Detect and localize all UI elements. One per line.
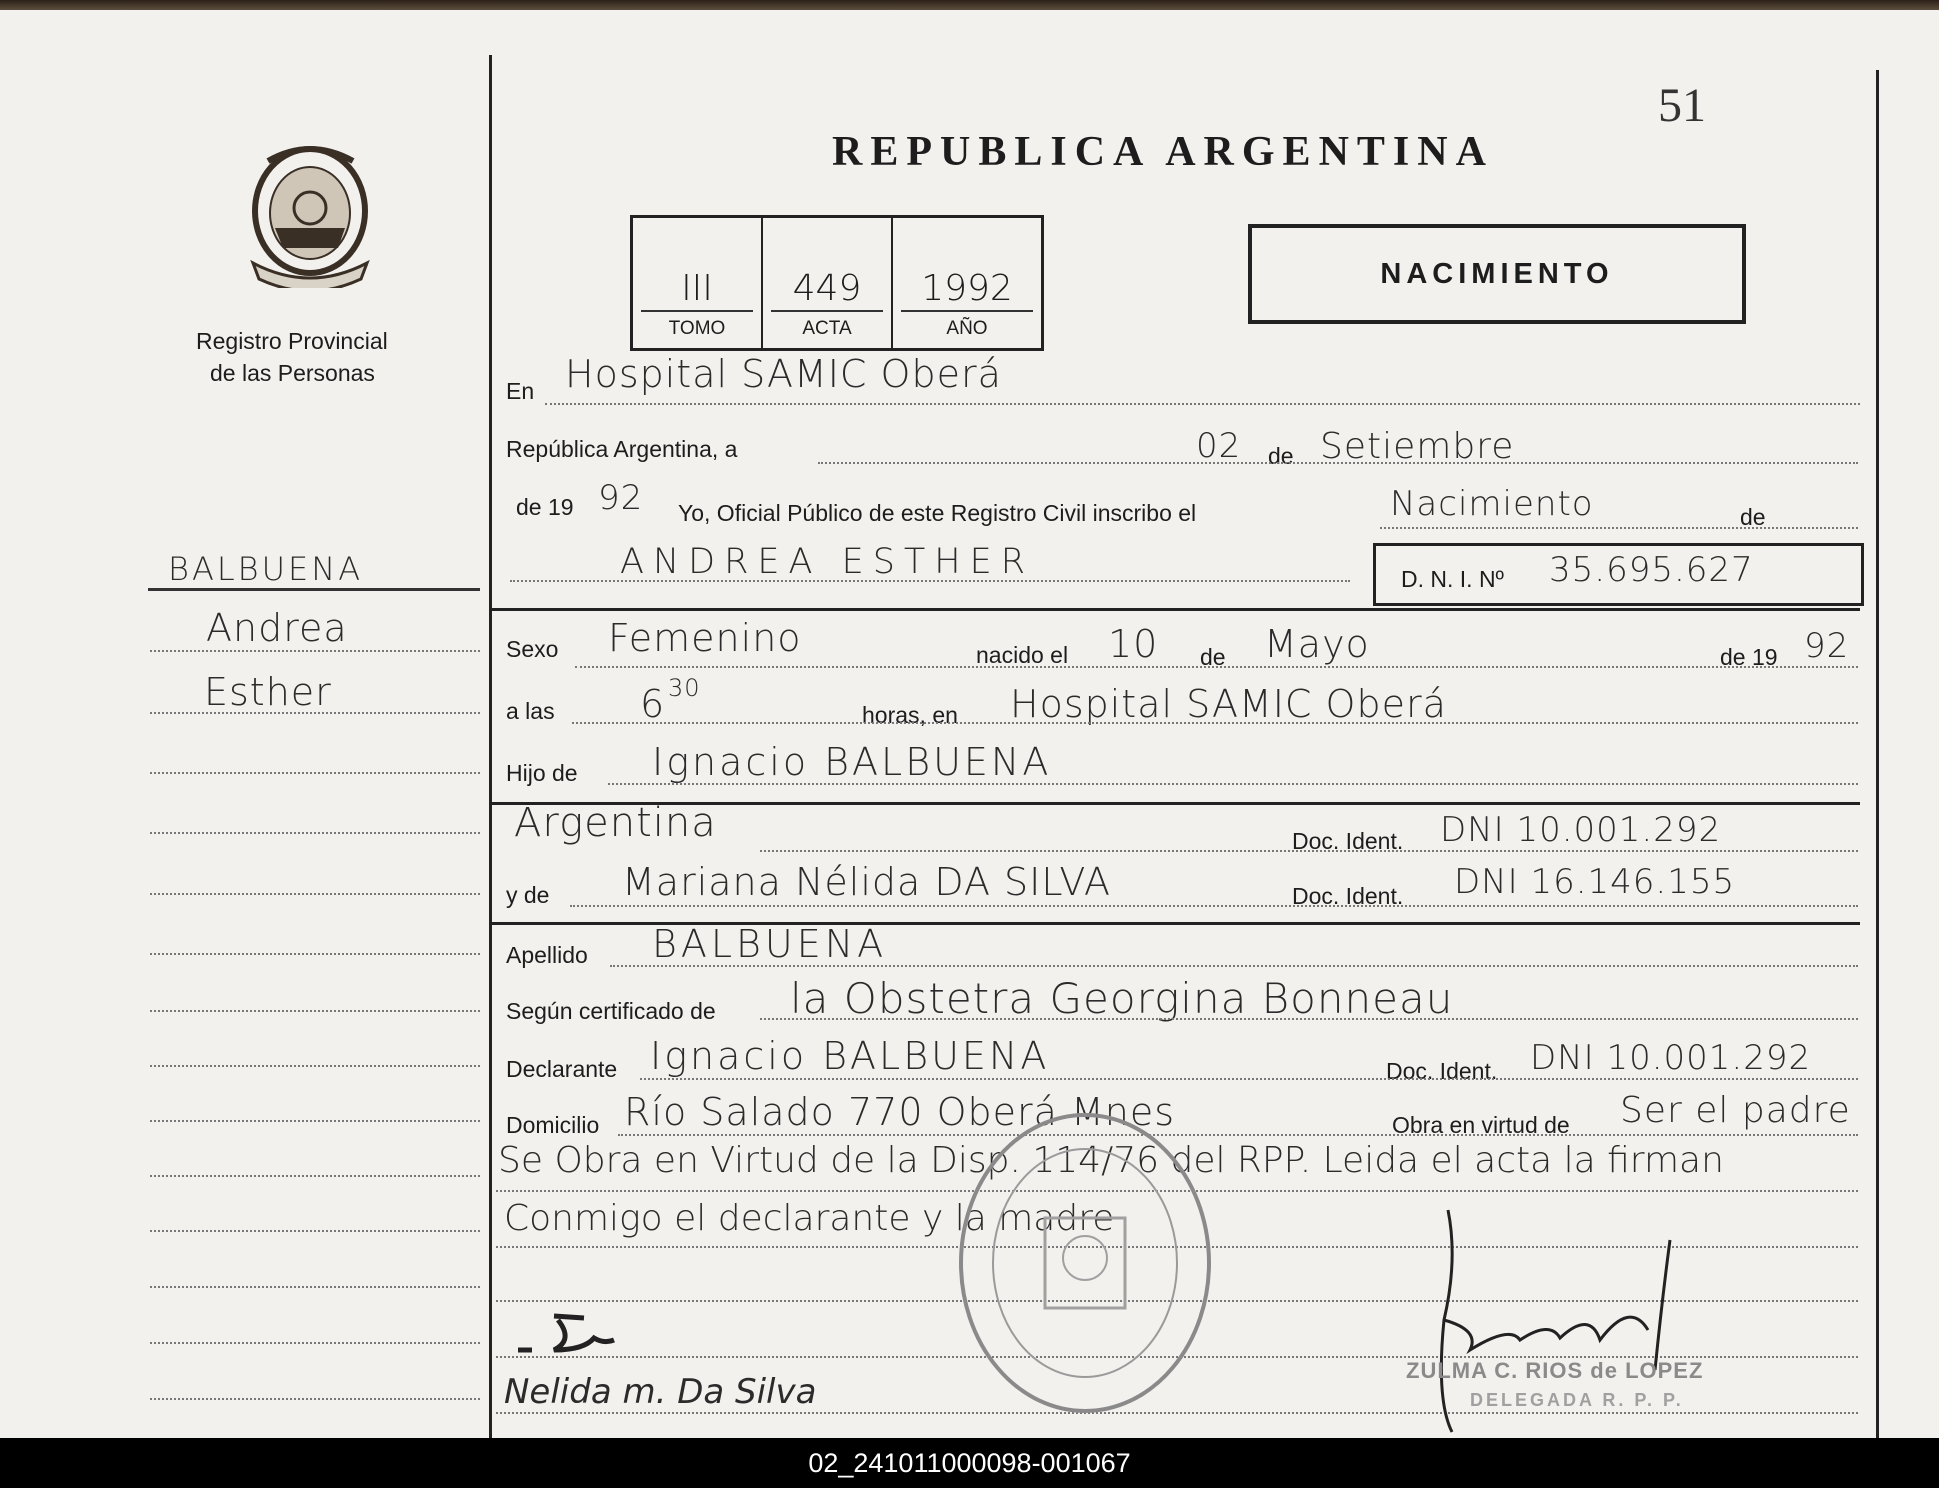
margin-surname-underline [148, 588, 480, 591]
officer-stamp-name: ZULMA C. RIOS de LOPEZ [1406, 1358, 1704, 1383]
sexo-label: Sexo [506, 636, 559, 662]
de19b-label: de 19 [1720, 644, 1778, 670]
month-value: Setiembre [1320, 426, 1515, 467]
line [545, 403, 1860, 405]
de-label: de [1268, 443, 1294, 469]
birth-month: Mayo [1264, 622, 1370, 666]
line [610, 965, 1858, 967]
line [608, 783, 1858, 785]
de-label: de [1740, 504, 1766, 530]
en-label: En [506, 378, 535, 404]
line [760, 850, 1858, 852]
margin-line [150, 1286, 480, 1288]
birth-place: Hospital SAMIC Oberá [1010, 682, 1447, 726]
tomo-value: III [681, 268, 713, 309]
de19-label: de 19 [516, 494, 574, 520]
acta-cell [763, 218, 893, 348]
margin-line [150, 1230, 480, 1232]
father-doc: DNI 10.001.292 [1440, 810, 1722, 850]
margin-line [150, 772, 480, 774]
line [570, 905, 1858, 907]
agency-name-line1: Registro Provincial [196, 328, 388, 354]
horas-en-label: horas, en [862, 702, 958, 728]
acta-label: ACTA [802, 318, 852, 339]
y-de-label: y de [506, 882, 550, 908]
line [618, 1134, 1858, 1136]
official-stamp-icon [955, 1108, 1215, 1418]
line [640, 1078, 1858, 1080]
father-name: Ignacio BALBUENA [652, 740, 1052, 784]
sexo-value: Femenino [608, 616, 802, 660]
line [818, 462, 1858, 464]
record-box [630, 215, 1044, 351]
birth-minutes: 30 [668, 674, 701, 702]
birth-day: 10 [1108, 622, 1159, 666]
section-rule [492, 608, 1860, 611]
obra-label: Obra en virtud de [1392, 1112, 1570, 1138]
mother-signature: Nelida m. Da Silva [504, 1372, 817, 1412]
margin-surname: BALBUENA [168, 550, 364, 588]
domicilio-value: Río Salado 770 Oberá Mnes [624, 1090, 1176, 1134]
ano-cell [893, 218, 1041, 348]
acta-value: 449 [792, 268, 862, 309]
note-line-1: Se Obra en Virtud de la Disp. 114/76 del RPP. Leida el acta la firman [498, 1140, 1724, 1181]
nacido-label: nacido el [976, 642, 1069, 668]
en-value: Hospital SAMIC Oberá [565, 352, 1002, 396]
a-las-label: a las [506, 698, 555, 724]
doc-ident-label: Doc. Ident. [1292, 828, 1404, 854]
domicilio-label: Domicilio [506, 1112, 600, 1138]
apellido-label: Apellido [506, 942, 588, 968]
margin-line [150, 650, 480, 652]
image-id-footer: 02_241011000098-001067 [0, 1438, 1939, 1488]
dni-value: 35.695.627 [1549, 550, 1754, 590]
initial-signature-icon [514, 1310, 644, 1360]
ano-label: AÑO [946, 318, 988, 339]
margin-line [150, 712, 480, 714]
line [575, 666, 1858, 668]
margin-line [150, 832, 480, 834]
line [1380, 527, 1858, 529]
tomo-label: TOMO [668, 318, 726, 339]
doc-ident-label: Doc. Ident. [1386, 1058, 1498, 1084]
obra-value: Ser el padre [1620, 1090, 1851, 1131]
margin-line [150, 1175, 480, 1177]
left-border-line [489, 55, 492, 1438]
father-nationality: Argentina [514, 800, 717, 846]
margin-line [150, 893, 480, 895]
acto-value: Nacimiento [1390, 484, 1594, 524]
document-title: REPUBLICA ARGENTINA [832, 129, 1494, 175]
margin-second-name: Esther [204, 670, 332, 714]
tomo-cell [633, 218, 763, 348]
dni-label: D. N. I. Nº [1401, 566, 1504, 592]
province-seal-icon [243, 143, 378, 288]
child-name: ANDREA ESTHER [620, 542, 1035, 582]
de-label: de [1200, 644, 1226, 670]
birth-certificate-page [0, 10, 1939, 1438]
margin-first-name: Andrea [206, 606, 348, 650]
officer-stamp-title: DELEGADA R. P. P. [1470, 1390, 1684, 1410]
line [572, 722, 1858, 724]
dni-box [1373, 543, 1864, 606]
page-number: 51 [1658, 79, 1706, 132]
margin-line [150, 1120, 480, 1122]
ano-value: 1992 [921, 268, 1013, 309]
rep-label: República Argentina, a [506, 436, 738, 462]
apellido-value: BALBUENA [652, 922, 888, 966]
margin-line [150, 1398, 480, 1400]
right-border-line [1876, 70, 1879, 1438]
day-value: 02 [1196, 426, 1242, 466]
doc-ident-label: Doc. Ident. [1292, 883, 1404, 909]
declarante-doc: DNI 10.001.292 [1530, 1038, 1812, 1078]
mother-doc: DNI 16.146.155 [1454, 862, 1736, 902]
margin-line [150, 1010, 480, 1012]
margin-line [150, 1342, 480, 1344]
note-line-2: Conmigo el declarante y la madre [504, 1198, 1115, 1239]
document-type-box: NACIMIENTO [1248, 224, 1746, 324]
declarante-label: Declarante [506, 1056, 618, 1082]
year-suffix: 92 [598, 478, 644, 518]
birth-hour: 6 [640, 682, 666, 726]
line [760, 1018, 1858, 1020]
certificado-value: la Obstetra Georgina Bonneau [790, 974, 1454, 1023]
line [510, 580, 1350, 582]
margin-line [150, 953, 480, 955]
margin-line [150, 1065, 480, 1067]
yo-text: Yo, Oficial Público de este Registro Civil inscribo el [678, 500, 1197, 526]
mother-name: Mariana Nélida DA SILVA [622, 860, 1111, 904]
declarante-value: Ignacio BALBUENA [650, 1034, 1050, 1078]
agency-name-line2: de las Personas [210, 360, 375, 386]
hijo-label: Hijo de [506, 760, 578, 786]
birth-year-suffix: 92 [1804, 626, 1850, 666]
segun-label: Según certificado de [506, 998, 716, 1024]
